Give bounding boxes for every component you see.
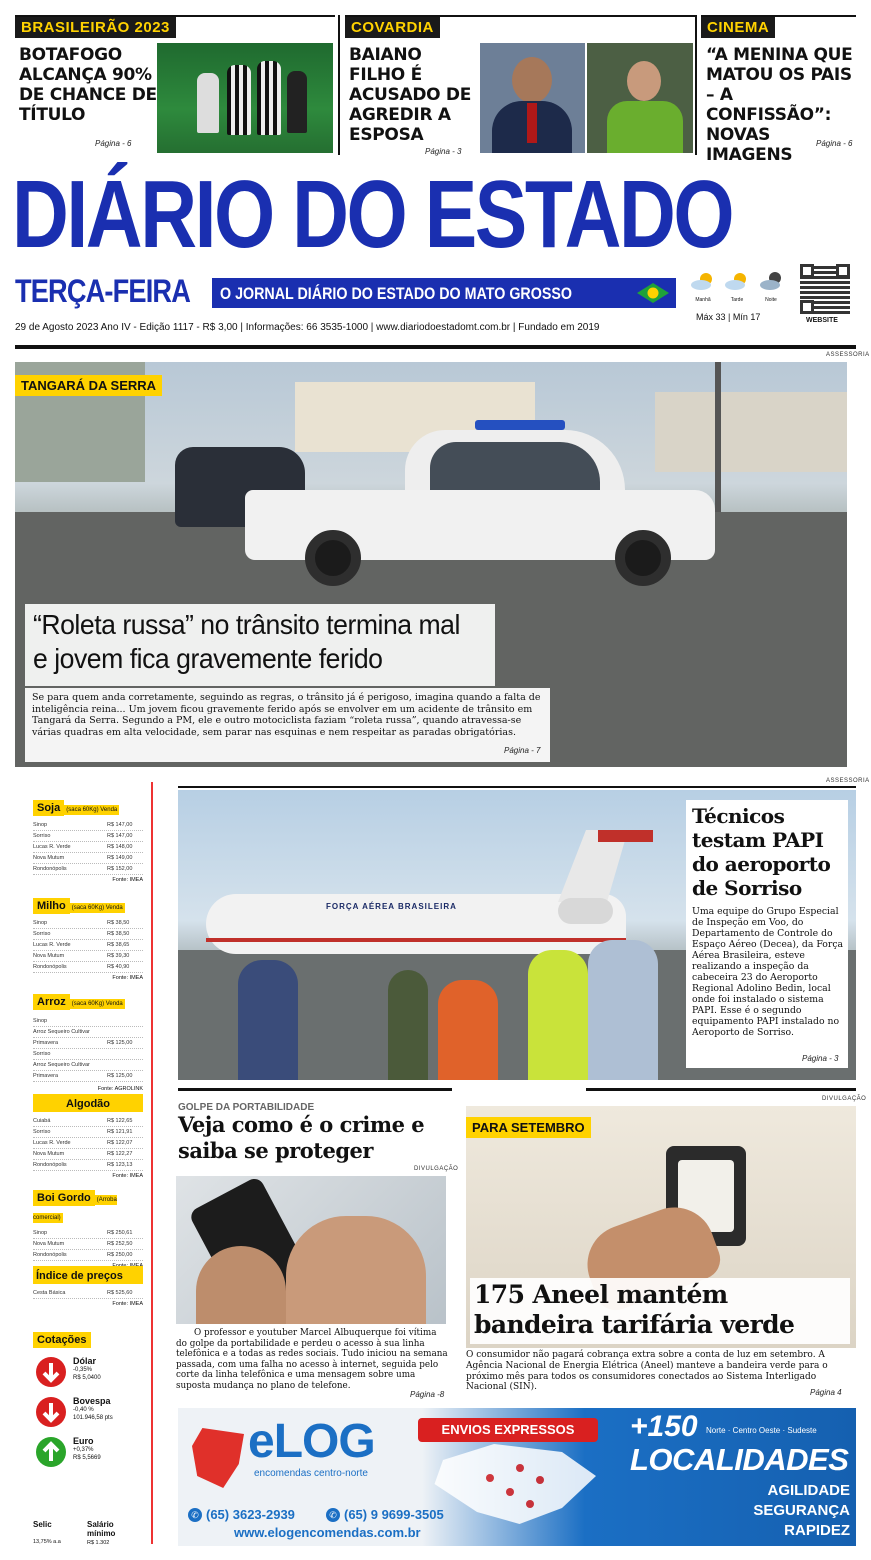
- price-row: [33, 820, 143, 831]
- ad-slogan-3: RAPIDEZ: [784, 1522, 850, 1539]
- price-city: Lucas R. Verde: [33, 942, 71, 948]
- photo-credit: ASSESSORIA: [826, 778, 870, 784]
- price-row: [33, 929, 143, 940]
- teaser-kicker: CINEMA: [701, 17, 775, 38]
- algodao-section: [33, 1094, 143, 1179]
- lead-headline[interactable]: “Roleta russa” no trânsito termina mal e jovem fica gravemente ferido: [33, 609, 460, 674]
- section-unit: (saca 60Kg) Venda: [71, 905, 123, 911]
- price-row: [33, 918, 143, 929]
- salario: [87, 1520, 143, 1546]
- lead-body: Se para quem anda corretamente, seguindo as regras, o trânsito já é perigoso, imagina quando a falta de inteligência reina... Um jovem ficou gravemente ferido após se envolver em um acidente de trânsito em Tangará da Serra. Segundo a PM, ele e outro motociclista faziam “roleta russa”, quando atravessa-se várias quadras em alta velocidade, sem parar nas esquinas e nem respeitar as paradas obrigatórias.: [32, 692, 541, 738]
- elog-brand: eLOG: [248, 1415, 375, 1468]
- price-row: [33, 1116, 143, 1127]
- price-city: Lucas R. Verde: [33, 1140, 71, 1146]
- price-city: Sorriso: [33, 1129, 51, 1135]
- golpe-kicker: GOLPE DA PORTABILIDADE: [178, 1102, 315, 1113]
- teaser-kicker: BRASILEIRÃO 2023: [15, 17, 176, 38]
- page-ref: Página - 6: [95, 139, 132, 148]
- tagline: O JORNAL DIÁRIO DO ESTADO DO MATO GROSSO: [220, 284, 573, 303]
- price-city: Sorriso: [33, 931, 51, 937]
- price-value: R$ 40,90: [107, 964, 130, 970]
- elog-ad[interactable]: [178, 1408, 856, 1546]
- salario-label: Salário mínimo: [87, 1520, 116, 1538]
- source: Fonte: IMEA: [112, 1301, 143, 1307]
- moon-cloud-icon: [757, 270, 785, 292]
- source: Fonte: IMEA: [112, 1173, 143, 1179]
- woman-photo: [587, 43, 693, 153]
- weather-morning: [688, 270, 718, 303]
- plane-text: FORÇA AÉREA BRASILEIRA: [326, 902, 457, 911]
- elog-brand-sub: encomendas centro-norte: [254, 1468, 368, 1479]
- page-ref: Página 4: [810, 1388, 842, 1397]
- price-row: [33, 1016, 143, 1027]
- price-row: [33, 1038, 143, 1049]
- price-value: R$ 525,60: [107, 1290, 133, 1296]
- page-ref: Página - 3: [425, 147, 462, 156]
- quote-bovespa: [33, 1392, 143, 1432]
- price-city: Nova Mutum: [33, 953, 65, 959]
- quote-pct: +0,37%: [73, 1447, 94, 1453]
- price-list: [33, 1116, 143, 1171]
- politician-photo: [480, 43, 585, 153]
- teaser-baiano[interactable]: [345, 15, 695, 155]
- price-city: Sinop: [33, 920, 48, 926]
- weather-label: Noite: [765, 297, 777, 303]
- salario-value: R$ 1.302: [87, 1540, 110, 1546]
- price-row: [33, 842, 143, 853]
- phone-icon: ✆: [188, 1508, 202, 1522]
- price-row: [33, 1149, 143, 1160]
- price-value: R$ 122,27: [107, 1151, 133, 1157]
- price-value: [107, 1060, 143, 1070]
- edition-info: 29 de Agosto 2023 Ano IV - Edição 1117 - R$ 3,00 | Informações: 66 3535-1000 | www.diariodoestadomt.com.br | Fundado em 2019: [15, 322, 600, 333]
- section-title: Soja: [33, 800, 64, 816]
- quote-pct: -0,40 %: [73, 1407, 94, 1413]
- section-title: Algodão: [66, 1098, 110, 1110]
- boi-section: [33, 1188, 143, 1269]
- ad-slogan-1: AGILIDADE: [767, 1482, 850, 1499]
- arrow-up-icon: [35, 1436, 67, 1468]
- ribbon-text: ENVIOS EXPRESSOS: [441, 1422, 575, 1437]
- quote-name: Dólar: [73, 1356, 97, 1366]
- teaser-title[interactable]: BAIANO FILHO É ACUSADO DE AGREDIR A ESPOSA: [349, 45, 472, 145]
- price-value: R$ 125,00: [107, 1040, 133, 1046]
- papi-headline[interactable]: Técnicos testam PAPI do aeroporto de Sorriso: [692, 804, 831, 900]
- page-ref: Página -8: [410, 1390, 445, 1399]
- photo-credit: DIVULGAÇÃO: [414, 1166, 459, 1172]
- qr-code-icon[interactable]: [800, 264, 850, 314]
- lead-tag: TANGARÁ DA SERRA: [15, 375, 162, 396]
- milho-section: [33, 896, 143, 981]
- weekday: TERÇA-FEIRA: [15, 273, 190, 309]
- price-list: [33, 1016, 143, 1082]
- price-row: [33, 1027, 143, 1038]
- price-row: [33, 940, 143, 951]
- teaser-title[interactable]: BOTAFOGO ALCANÇA 90% DE CHANCE DE TÍTULO: [19, 45, 157, 125]
- price-row: [33, 1250, 143, 1261]
- selic-value: 13,75% a.a: [33, 1539, 61, 1545]
- quote-name: Bovespa: [73, 1396, 111, 1406]
- price-row: [33, 1127, 143, 1138]
- tagline-bar: [212, 278, 676, 308]
- page-ref: Página - 3: [802, 1054, 839, 1063]
- weather-box: [686, 270, 786, 330]
- price-city: Nova Mutum: [33, 1151, 65, 1157]
- weather-afternoon: [722, 270, 752, 303]
- quote-value: 101.946,58 pts: [73, 1415, 113, 1421]
- source: Fonte: IMEA: [112, 877, 143, 883]
- weather-label: Tarde: [730, 297, 744, 303]
- phone-photo: [176, 1176, 446, 1324]
- price-value: R$ 38,50: [107, 920, 130, 926]
- divider: [178, 786, 856, 788]
- price-city: Rondonópolis: [33, 1162, 67, 1168]
- ad-regions: Norte · Centro Oeste · Sudeste: [706, 1426, 817, 1435]
- section-unit: (saca 60Kg) Venda: [71, 1001, 123, 1007]
- quote-pct: -0,35%: [73, 1367, 93, 1373]
- price-city: Primavera: [33, 1040, 59, 1046]
- price-value: R$ 147,00: [107, 833, 133, 839]
- price-row: [33, 1049, 143, 1060]
- source: Fonte: AGROLINK: [97, 1086, 143, 1092]
- price-list: [33, 918, 143, 973]
- price-city: Sorriso: [33, 833, 51, 839]
- price-value: R$ 149,00: [107, 855, 133, 861]
- price-city: Sinop: [33, 1230, 48, 1236]
- price-list: [33, 1228, 143, 1261]
- ribbon: [418, 1418, 598, 1442]
- quote-value: R$ 5,0400: [73, 1375, 101, 1381]
- section-title: Boi Gordo: [33, 1190, 95, 1206]
- section-unit: (Arroba comercial): [33, 1197, 117, 1221]
- price-value: R$ 152,00: [107, 866, 133, 872]
- whatsapp-icon: ✆: [326, 1508, 340, 1522]
- price-value: R$ 121,91: [107, 1129, 133, 1135]
- aneel-headline[interactable]: 175 Aneel mantém bandeira tarifária verde: [474, 1280, 795, 1339]
- price-value: R$ 125,00: [107, 1073, 133, 1079]
- page-ref: Página - 6: [816, 139, 853, 148]
- quote-name: Euro: [73, 1436, 94, 1446]
- papi-body: Uma equipe do Grupo Especial de Inspeção em Voo, do Departamento de Controle do Espaço Aéreo (Decea), da Força Aérea Brasileira, esteve realizando a inspeção da cabeceira 23 do Aeroporto Regional Adolino Bedin, local onde foi instalado o sistema PAPI. Esse é o segundo equipamento PAPI instalado no Aeroporto de Sorriso.: [692, 906, 844, 1038]
- price-list: [33, 820, 143, 875]
- divider: [586, 1088, 856, 1091]
- price-row: [33, 1160, 143, 1171]
- price-row: [33, 1239, 143, 1250]
- price-row: [33, 864, 143, 875]
- ad-phone2[interactable]: (65) 9 9699-3505: [344, 1507, 444, 1522]
- source: Fonte: IMEA: [112, 975, 143, 981]
- golpe-body: O professor e youtuber Marcel Albuquerque foi vítima do golpe da portabilidade e perdeu o acesso à sua linha telefônica e a todas as redes sociais. Tudo iniciou na semana passada, com uma falha no acesso à internet, seguida pelo corte da linha telefônica e uma mensagem sobre uma suposta mudança no plano de telefone.: [176, 1328, 448, 1391]
- arrow-down-icon: [35, 1356, 67, 1388]
- price-city: Rondonópolis: [33, 1252, 67, 1258]
- arrow-down-icon: [35, 1396, 67, 1428]
- sun-cloud-icon: [689, 270, 717, 292]
- people-group: [238, 940, 668, 1080]
- price-row: [33, 962, 143, 973]
- price-city: Sorriso: [33, 1051, 51, 1057]
- teaser-botafogo[interactable]: [15, 15, 335, 155]
- quote-dolar: [33, 1352, 143, 1392]
- sun-cloud-icon: [723, 270, 751, 292]
- price-row: [33, 951, 143, 962]
- football-photo: [157, 43, 333, 153]
- price-row: [33, 1288, 143, 1299]
- price-value: R$ 38,50: [107, 931, 130, 937]
- weather-night: [756, 270, 786, 303]
- price-row: [33, 1060, 143, 1071]
- price-row: [33, 1071, 143, 1082]
- price-value: R$ 122,07: [107, 1140, 133, 1146]
- price-city: Arroz Sequeiro Cultivar: [33, 1029, 90, 1035]
- section-unit: (saca 60Kg) Venda: [66, 807, 118, 813]
- price-city: Sinop: [33, 1018, 48, 1024]
- teaser-cinema[interactable]: [701, 15, 856, 165]
- section-title: Cotações: [33, 1332, 91, 1348]
- price-city: Rondonópolis: [33, 866, 67, 872]
- weather-label: Manhã: [695, 297, 711, 303]
- divider: [695, 15, 697, 155]
- website-label: WEBSITE: [806, 317, 838, 324]
- price-value: [107, 1049, 143, 1059]
- sidebar: [15, 782, 153, 1544]
- ad-phone1[interactable]: (65) 3623-2939: [206, 1507, 295, 1522]
- photo-credit: ASSESSORIA: [826, 352, 870, 358]
- price-city: Arroz Sequeiro Cultivar: [33, 1062, 90, 1068]
- selic-label: Selic: [33, 1520, 52, 1529]
- ad-count: +150: [630, 1410, 698, 1443]
- elog-logo-icon: [192, 1428, 244, 1488]
- price-city: Primavera: [33, 1073, 59, 1079]
- page-ref: Página - 7: [504, 746, 541, 755]
- price-city: Rondonópolis: [33, 964, 67, 970]
- price-row: [33, 831, 143, 842]
- divider: [338, 15, 340, 155]
- soja-section: [33, 798, 143, 883]
- price-value: R$ 252,50: [107, 1241, 133, 1247]
- price-value: R$ 250,61: [107, 1230, 133, 1236]
- price-value: R$ 123,13: [107, 1162, 133, 1168]
- price-value: R$ 122,65: [107, 1118, 133, 1124]
- price-value: R$ 38,65: [107, 942, 130, 948]
- price-row: [33, 1138, 143, 1149]
- price-city: Nova Mutum: [33, 1241, 65, 1247]
- divider: [178, 1088, 452, 1091]
- temperature: Máx 33 | Mín 17: [696, 312, 761, 322]
- cotacoes-section: [33, 1330, 143, 1461]
- section-title: Milho: [33, 898, 70, 914]
- quote-euro: [33, 1432, 143, 1472]
- price-city: Nova Mutum: [33, 855, 65, 861]
- price-row: [33, 853, 143, 864]
- price-value: R$ 250,00: [107, 1252, 133, 1258]
- price-city: Lucas R. Verde: [33, 844, 71, 850]
- price-value: R$ 39,30: [107, 953, 130, 959]
- quote-value: R$ 5,5669: [73, 1455, 101, 1461]
- selic: [33, 1520, 83, 1545]
- teaser-bar: [15, 15, 856, 165]
- white-pickup: [245, 430, 715, 580]
- masthead-title[interactable]: DIÁRIO DO ESTADO: [12, 161, 733, 268]
- arroz-section: [33, 992, 143, 1092]
- ad-slogan-2: SEGURANÇA: [753, 1502, 850, 1519]
- price-city: Cuiabá: [33, 1118, 51, 1124]
- section-title: Arroz: [33, 994, 70, 1010]
- ad-localidades: LOCALIDADES: [630, 1442, 849, 1477]
- price-city: Cesta Básica: [33, 1290, 66, 1296]
- price-row: [33, 1228, 143, 1239]
- price-value: R$ 147,00: [107, 822, 133, 828]
- section-title: Índice de preços: [36, 1270, 123, 1282]
- teaser-title[interactable]: “A MENINA QUE MATOU OS PAIS – A CONFISSÃO”: NOVAS IMAGENS: [706, 45, 853, 165]
- price-value: [107, 1027, 143, 1037]
- price-value: R$ 148,00: [107, 844, 133, 850]
- price-list: [33, 1288, 143, 1299]
- ad-contact-bar: [178, 1504, 628, 1546]
- photo-credit: DIVULGAÇÃO: [822, 1096, 867, 1102]
- golpe-headline[interactable]: Veja como é o crime e saiba se proteger: [178, 1112, 425, 1163]
- aneel-body: O consumidor não pagará cobrança extra sobre a conta de luz em setembro. A Agência Nacional de Energia Elétrica (Aneel) manteve a bandeira verde para o próximo mês para todos os consumidores conectados ao Sistema Interligado Nacional (SIN).: [466, 1350, 828, 1393]
- indice-section: [33, 1266, 143, 1307]
- price-value: [107, 1016, 143, 1026]
- aneel-tag: PARA SETEMBRO: [466, 1117, 591, 1138]
- ad-site[interactable]: www.elogencomendas.com.br: [234, 1525, 421, 1540]
- mato-grosso-flag-icon: [636, 282, 670, 304]
- teaser-kicker: COVARDIA: [345, 17, 440, 38]
- price-city: Sinop: [33, 822, 48, 828]
- divider: [15, 345, 856, 349]
